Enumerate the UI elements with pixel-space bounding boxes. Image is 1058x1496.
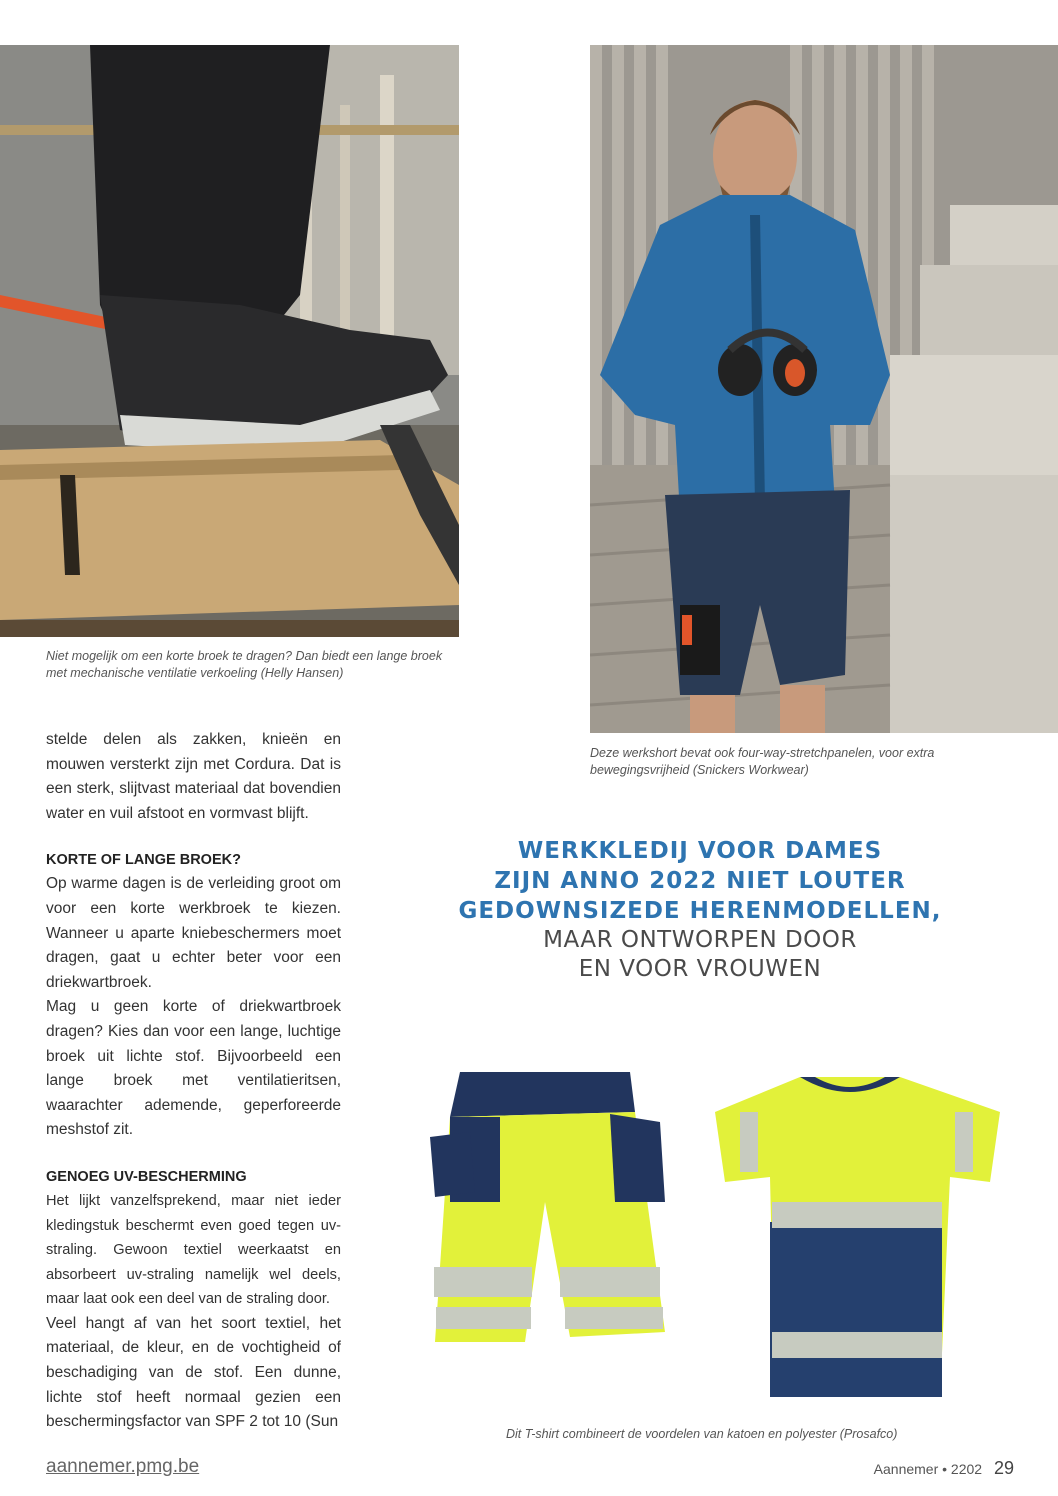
pull-quote-light-line: MAAR ONTWORPEN DOOR	[543, 927, 857, 953]
footer-issue-info	[874, 1458, 1014, 1479]
pull-quote-bold-line: WERKKLEDIJ VOOR DAMES	[517, 838, 883, 864]
worker-in-shorts-photo	[590, 45, 1058, 733]
hi-vis-shorts-and-tshirt-photo	[420, 1062, 1020, 1414]
section-heading-broek: KORTE OF LANGE BROEK?	[46, 852, 241, 869]
footer-website-link[interactable]: aannemer.pmg.be	[46, 1456, 200, 1477]
intro-paragraph: stelde delen als zakken, knieën en mouwen versterkt zijn met Cordura. Dat is een sterk, slijtvast materiaal dat bovendien water en vuil afstoot en vormvast blijft.	[46, 731, 341, 822]
worker-photo-caption: Deze werkshort bevat ook four-way-stretchpanelen, voor extra bewegingsvrijheid (Snickers Workwear)	[590, 746, 935, 777]
products-photo-caption: Dit T-shirt combineert de voordelen van katoen en polyester (Prosafco)	[506, 1427, 898, 1441]
boot-photo-caption: Niet mogelijk om een korte broek te dragen? Dan biedt een lange broek met mechanische ventilatie verkoeling (Helly Hansen)	[46, 649, 443, 680]
pull-quote-light-line: EN VOOR VROUWEN	[578, 956, 822, 982]
uv-paragraph-2: Veel hangt af van het soort textiel, het materiaal, de kleur, en de vochtigheid of beschadiging van de stof. Een dunne, lichte stof heeft normaal gezien een beschermingsfactor van SPF 2 tot 10 (Sun	[46, 1314, 341, 1431]
uv-paragraph-1: Het lijkt vanzelfsprekend, maar niet ieder kledingstuk beschermt even goed tegen uv-straling. Gewoon textiel weerkaatst en absorbeert uv-straling namelijk wel deels, maar laat ook een deel van de straling door.	[46, 1192, 341, 1308]
footer-issue: Aannemer • 2202	[873, 1461, 983, 1477]
page-number: 29	[993, 1458, 1014, 1478]
broek-paragraph-1: Op warme dagen is de verleiding groot om voor een korte werkbroek te kiezen. Wanneer u aparte kniebeschermers moet dragen, gaat u echter beter voor een driekwartbroek.	[46, 875, 341, 991]
broek-paragraph-2: Mag u geen korte of driekwartbroek dragen? Kies dan voor een lange, luchtige broek uit lichte stof. Bijvoorbeeld een lange broek met ventilatieritsen, waarachter ademende, geperforeerde meshstof zit.	[46, 998, 341, 1139]
pull-quote	[440, 836, 960, 984]
section-heading-uv: GENOEG UV-BESCHERMING	[46, 1168, 247, 1185]
pull-quote-bold-line: ZIJN ANNO 2022 NIET LOUTER	[494, 868, 906, 894]
pull-quote-bold-line: GEDOWNSIZEDE HERENMODELLEN,	[458, 898, 942, 924]
work-boot-photo	[0, 45, 459, 637]
article-column	[46, 728, 341, 1435]
